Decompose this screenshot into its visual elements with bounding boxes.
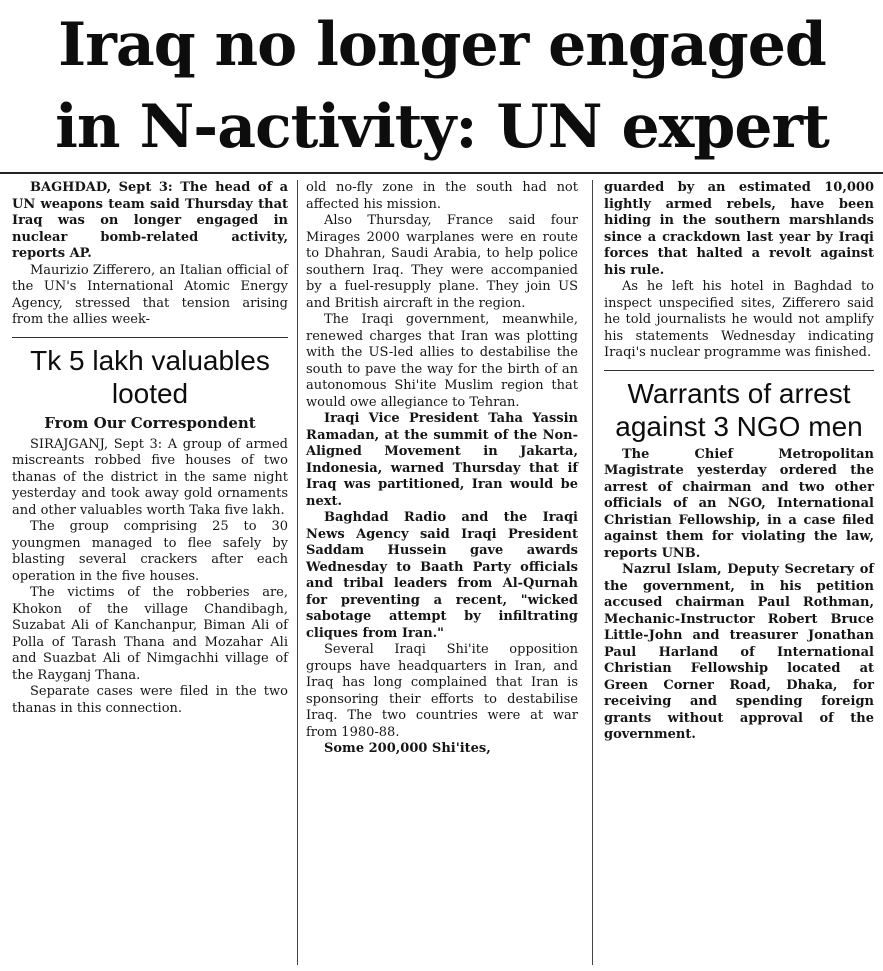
main-story-paragraph: Some 200,000 Shi'ites, (324, 741, 491, 756)
story-divider (12, 337, 288, 338)
main-headline-line-1: Iraq no longer engaged (58, 10, 826, 80)
story-three-paragraph: Nazrul Islam, Deputy Secretary of the government, in his petition accused chairman Paul Rothman, Mechanic-Instructor Robert Bruce Little-John and treasurer Jonathan Paul Harland of International Christian Fellowship located at Green Corner Road, Dhaka, for receiving and spending foreign grants without approval of the government. (604, 562, 874, 742)
story-three-headline: Warrants of arrest against 3 NGO men (615, 377, 863, 442)
story-two-paragraph: Separate cases were filed in the two thanas in this connection. (12, 684, 288, 716)
column-1 (12, 180, 288, 717)
story-two-paragraph: The victims of the robberies are, Khokon of the village Chandibagh, Suzabat Ali of Kanchanpur, Biman Ali of Polla of Tarash Thana and Mozahar Ali and Suazbat Ali of Nimgachhi village of the Rayganj Thana. (12, 585, 288, 683)
main-story-paragraph: The Iraqi government, meanwhile, renewed charges that Iran was plotting with the US-led allies to destabilise the south to pave the way for the birth of an autonomous Shi'ite Muslim region that would owe allegiance to Tehran. (306, 312, 578, 410)
story-two-paragraph: SIRAJGANJ, Sept 3: A group of armed miscreants robbed five houses of two thanas of the district in the same night yesterday and took away gold ornaments and other valuables worth Taka five lakh. (12, 436, 288, 518)
main-story-paragraph: guarded by an estimated 10,000 lightly armed rebels, have been hiding in the southern marshlands since a crackdown last year by Iraqi forces that halted a revolt against his rule. (604, 180, 874, 278)
story-two-byline: From Our Correspondent (44, 413, 256, 432)
main-story-paragraph: As he left his hotel in Baghdad to inspect unspecified sites, Zifferero said he told journalists he would not amplify his statements Wednesday indicating Iraqi's nuclear programme was finished. (604, 279, 874, 360)
headline-rule (0, 172, 883, 174)
story-two-paragraph: The group comprising 25 to 30 youngmen managed to flee safely by blasting several crackers after each operation in the five houses. (12, 519, 288, 584)
column-divider-2 (592, 180, 593, 965)
story-divider (604, 370, 874, 371)
column-2 (306, 180, 578, 758)
main-story-paragraph: BAGHDAD, Sept 3: The head of a UN weapons team said Thursday that Iraq was on longer engaged in nuclear bomb-related activity, reports AP. (12, 180, 288, 261)
main-story-paragraph: Several Iraqi Shi'ite opposition groups have headquarters in Iran, and Iraq has long complained that Iran is sponsoring their efforts to destabilise Iraq. The two countries were at war from 1980-88. (306, 642, 578, 740)
main-story-paragraph: Baghdad Radio and the Iraqi News Agency said Iraqi President Saddam Hussein gave awards Wednesday to Baath Party officials and tribal leaders from Al-Qurnah for preventing a recent, "wicked sabotage attempt by infiltrating cliques from Iran." (306, 510, 578, 641)
column-divider-1 (297, 180, 298, 965)
column-3 (604, 180, 874, 744)
main-story-paragraph: Also Thursday, France said four Mirages 2000 warplanes were en route to Dhahran, Saudi Arabia, to help police southern Iraq. They were accompanied by a fuel-resupply plane. They join US and British aircraft in the region. (306, 213, 578, 311)
main-story-paragraph: Maurizio Zifferero, an Italian official of the UN's International Atomic Energy Agency, stressed that tension arising from the allies week- (12, 262, 288, 327)
main-story-paragraph: Iraqi Vice President Taha Yassin Ramadan, at the summit of the Non-Aligned Movement in Jakarta, Indonesia, warned Thursday that if Iraq was partitioned, Iran would be next. (306, 411, 578, 509)
story-three-paragraph: The Chief Metropolitan Magistrate yesterday ordered the arrest of chairman and two other officials of an NGO, International Christian Fellowship, in a case filed against them for violating the law, reports UNB. (604, 446, 874, 561)
story-two-headline: Tk 5 lakh valuables looted (30, 344, 270, 409)
main-headline-line-2: in N-activity: UN expert (55, 92, 829, 162)
main-headline (6, 4, 878, 168)
main-story-paragraph: old no-fly zone in the south had not affected his mission. (306, 180, 578, 212)
